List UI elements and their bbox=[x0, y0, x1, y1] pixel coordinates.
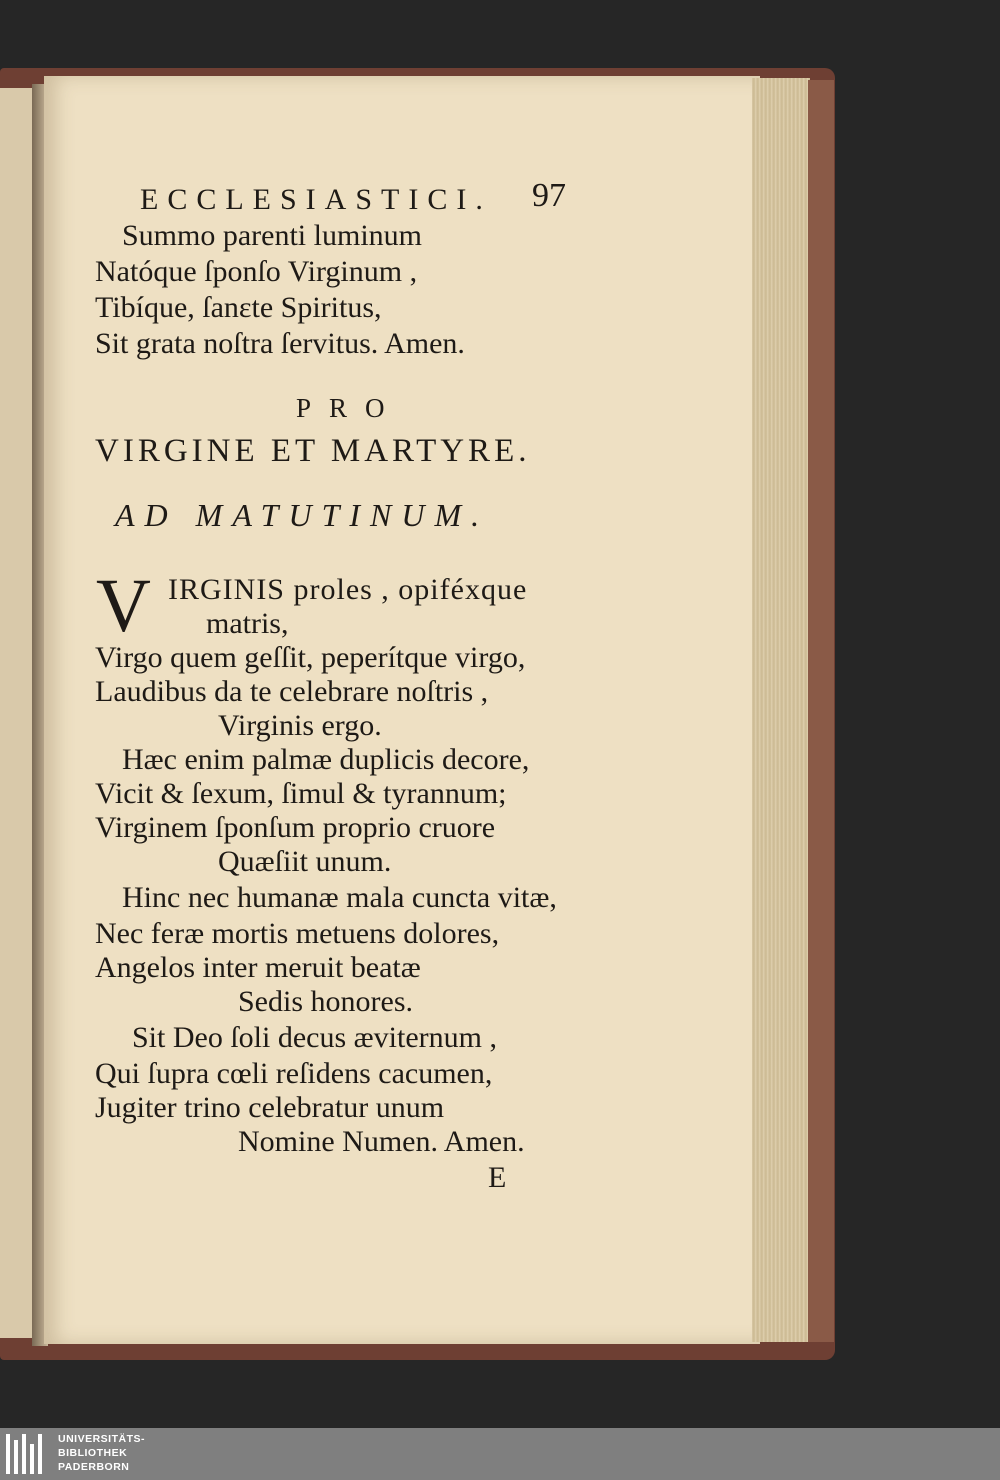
verse-line: Summo parenti luminum bbox=[122, 219, 422, 252]
page-fore-edge bbox=[752, 78, 810, 1342]
verse-line: matris, bbox=[206, 607, 289, 640]
verse-line: Vicit & ſexum, ſimul & tyrannum; bbox=[95, 777, 507, 810]
running-head: ECCLESIASTICI. bbox=[140, 183, 492, 216]
library-name-line: PADERBORN bbox=[58, 1461, 130, 1473]
footer-bar bbox=[0, 1428, 1000, 1480]
verse-line: Qui ſupra cœli reſidens cacumen, bbox=[95, 1057, 493, 1090]
verse-line: Virgo quem geſſit, peperítque virgo, bbox=[95, 641, 526, 674]
section-heading-title: VIRGINE ET MARTYRE. bbox=[95, 433, 531, 469]
verse-line: Natóque ſponſo Virginum , bbox=[95, 255, 418, 288]
verse-line: Tibíque, ſanɛte Spiritus, bbox=[95, 291, 382, 324]
verse-line: Hæc enim palmæ duplicis decore, bbox=[122, 743, 530, 776]
verse-line: Virginem ſponſum proprio cruore bbox=[95, 811, 496, 844]
drop-capital: V bbox=[96, 564, 151, 648]
section-heading-pro: PRO bbox=[296, 393, 403, 423]
hymn-first-line: IRGINIS proles , opiféxque bbox=[168, 573, 528, 606]
section-heading-subtitle: AD MATUTINUM. bbox=[115, 497, 490, 533]
verse-line: Laudibus da te celebrare noſtris , bbox=[95, 675, 489, 708]
verse-line: Nec feræ mortis metuens dolores, bbox=[95, 917, 500, 950]
verse-line: Virginis ergo. bbox=[218, 709, 382, 742]
verse-line: Sit grata noſtra ſervitus. Amen. bbox=[95, 327, 465, 360]
library-name-line: UNIVERSITÄTS- bbox=[58, 1433, 146, 1445]
verse-line: Hinc nec humanæ mala cuncta vitæ, bbox=[122, 881, 557, 914]
library-name-line: BIBLIOTHEK bbox=[58, 1447, 128, 1459]
catchword: E bbox=[488, 1161, 507, 1194]
verse-line: Sit Deo ſoli decus æviternum , bbox=[132, 1021, 497, 1054]
verse-line: Nomine Numen. Amen. bbox=[238, 1125, 525, 1158]
verse-line: Sedis honores. bbox=[238, 985, 413, 1018]
library-logo-icon bbox=[6, 1434, 50, 1474]
verse-line: Jugiter trino celebratur unum bbox=[95, 1091, 445, 1124]
verse-line: Angelos inter meruit beatæ bbox=[95, 951, 421, 984]
library-logo-text bbox=[58, 1432, 145, 1474]
verse-line: Quæſiit unum. bbox=[218, 845, 392, 878]
page-number: 97 bbox=[532, 177, 566, 214]
cover-edge bbox=[808, 80, 834, 1342]
